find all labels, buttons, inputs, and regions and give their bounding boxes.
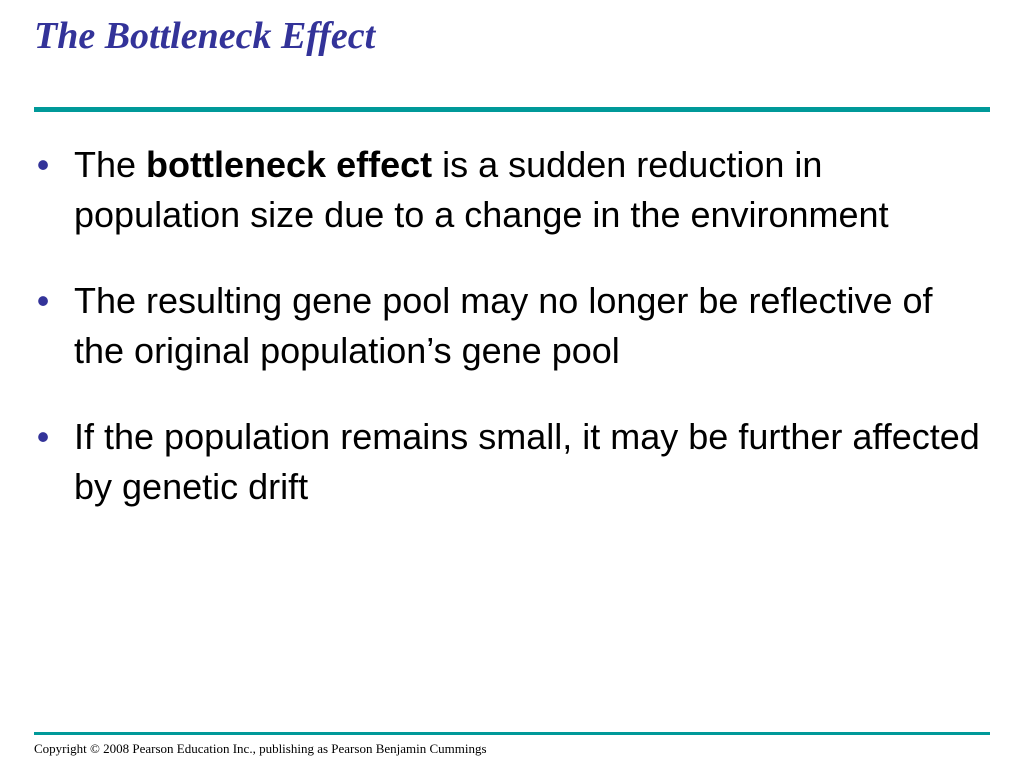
- bullet-2-text: The resulting gene pool may no longer be reflective of the original population’s gene pool: [74, 280, 933, 371]
- footer-divider: [34, 732, 990, 735]
- bullet-1-prefix: The: [74, 144, 147, 185]
- title-divider: [34, 107, 990, 112]
- bullet-icon: •: [36, 144, 50, 185]
- bullet-1-suffix: is a sudden reduction in population size due to a change in the environment: [74, 144, 889, 235]
- bullet-item-gene-pool: [28, 276, 988, 376]
- bullet-icon: •: [36, 416, 50, 457]
- bullet-list: [28, 140, 988, 548]
- bullet-item-genetic-drift: [28, 412, 988, 512]
- bullet-icon: •: [36, 280, 50, 321]
- slide-title: The Bottleneck Effect: [34, 15, 376, 57]
- copyright-footer: Copyright © 2008 Pearson Education Inc., publishing as Pearson Benjamin Cummings: [34, 741, 487, 756]
- bullet-item-bottleneck-definition: [28, 140, 988, 240]
- bullet-1-key-term: bottleneck effect: [146, 144, 433, 185]
- bullet-3-text: If the population remains small, it may be further affected by genetic drift: [74, 416, 980, 507]
